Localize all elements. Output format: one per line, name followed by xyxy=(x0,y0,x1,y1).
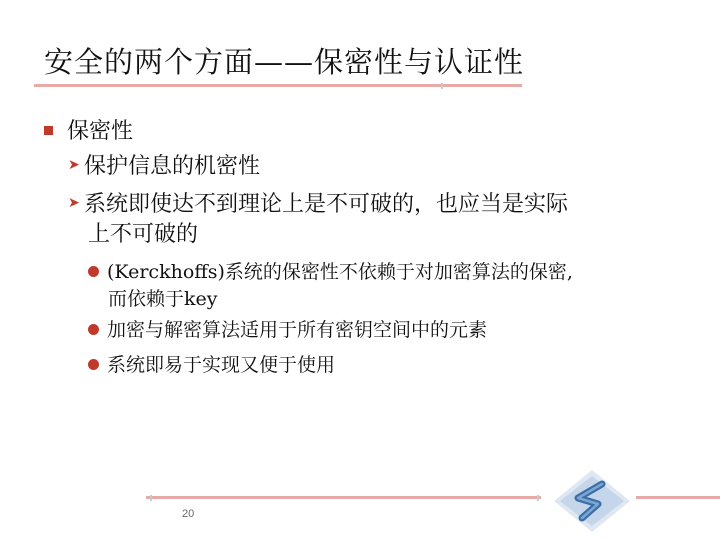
bullet-level3-text: 系统即易于实现又便于使用 xyxy=(107,354,336,376)
bullet-level3-item xyxy=(88,317,487,344)
logo-icon xyxy=(552,468,632,534)
bullet-level3-text: 加密与解密算法适用于所有密钥空间中的元素 xyxy=(107,319,488,341)
bullet-level2-text: 系统即使达不到理论上是不可破的，也应当是实际 xyxy=(84,192,569,217)
footer-rule-left xyxy=(146,496,541,499)
page-number: 20 xyxy=(182,508,195,520)
dot-bullet-icon xyxy=(88,324,99,335)
slide-title: 安全的两个方面——保密性与认证性 xyxy=(44,45,525,79)
bullet-level3-text: (Kerckhoffs)系统的保密性不依赖于对加密算法的保密, xyxy=(107,261,573,283)
bullet-level3-item xyxy=(88,352,335,379)
bullet-level3-item xyxy=(88,259,573,286)
title-underline xyxy=(34,84,522,87)
dot-bullet-icon xyxy=(88,266,99,277)
arrow-bullet-icon: ➤ xyxy=(68,195,80,211)
footer-rule-tick xyxy=(150,495,152,501)
bullet-level2-text: 保护信息的机密性 xyxy=(84,154,261,179)
dot-bullet-icon xyxy=(88,359,99,370)
footer-rule-tick xyxy=(537,495,539,501)
bullet-level2-continuation: 上不可破的 xyxy=(88,222,199,247)
arrow-bullet-icon: ➤ xyxy=(68,157,80,173)
bullet-level2-item xyxy=(68,190,568,220)
bullet-level3-continuation: 而依赖于key xyxy=(108,288,218,310)
title-rule-tick xyxy=(441,83,443,89)
square-bullet-icon xyxy=(44,126,53,135)
bullet-level1-text: 保密性 xyxy=(67,119,134,144)
bullet-level1 xyxy=(44,114,133,145)
footer-rule-right xyxy=(636,496,720,499)
bullet-level2-item xyxy=(68,152,260,182)
